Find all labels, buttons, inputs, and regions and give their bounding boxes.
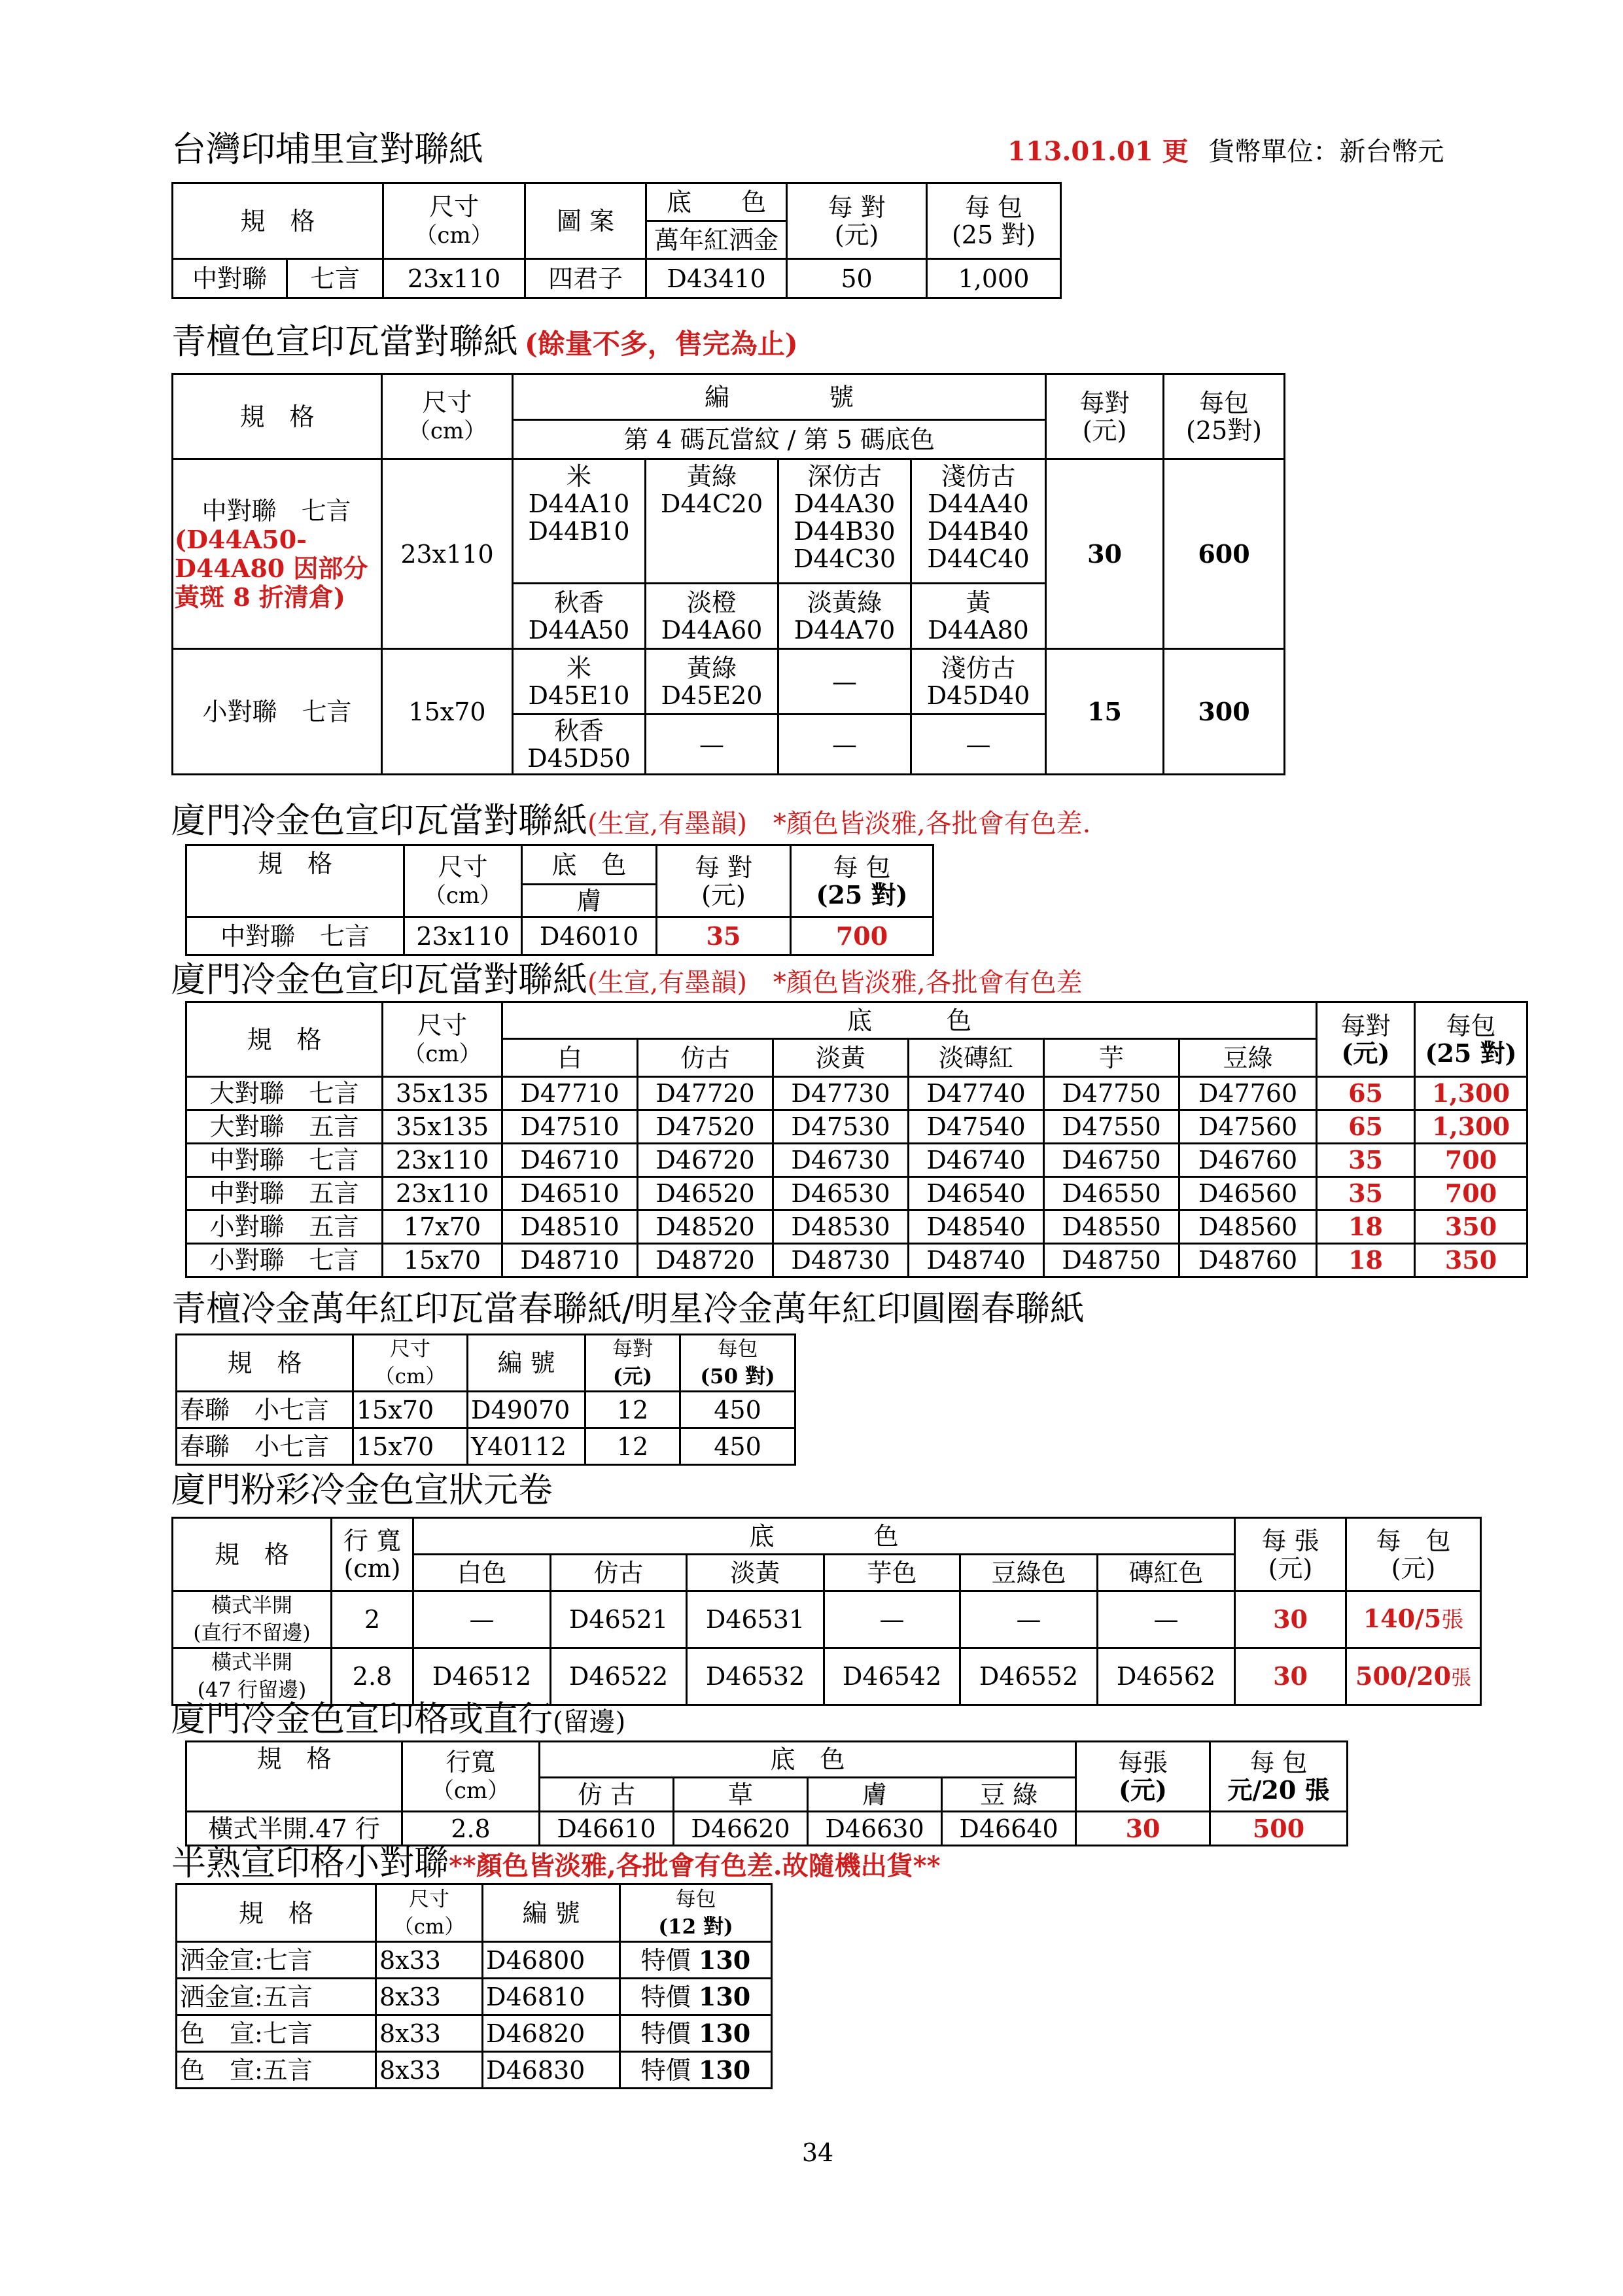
cell: D46630 xyxy=(808,1812,942,1846)
s1-h-spec: 規 格 xyxy=(173,183,383,259)
table-row xyxy=(186,1110,1527,1144)
cell: 35x135 xyxy=(383,1077,502,1110)
s2-small-d1: 秋香 D45D50 xyxy=(513,715,646,775)
s6-h-spec: 規 格 xyxy=(173,1518,332,1591)
s6-color: 白色 xyxy=(413,1555,551,1591)
cell: 1,000 xyxy=(927,259,1061,298)
table-row xyxy=(177,2015,772,2052)
cell: 23x110 xyxy=(404,917,522,955)
cell: D46730 xyxy=(773,1144,909,1177)
cell: D46800 xyxy=(483,1942,620,1979)
s4-color: 淡磚紅 xyxy=(909,1039,1044,1077)
cell: D47550 xyxy=(1044,1110,1179,1144)
cell: 12 xyxy=(585,1428,680,1465)
s8-h-size: 尺寸 （cm） xyxy=(376,1884,483,1942)
s4-h-base: 底 色 xyxy=(502,1002,1317,1039)
cell: 700 xyxy=(1415,1144,1527,1177)
s2-small-size: 15x70 xyxy=(382,649,513,775)
cell: D47530 xyxy=(773,1110,909,1144)
cell: D48740 xyxy=(909,1244,1044,1277)
s5-h-pair: 每對 (元) xyxy=(585,1335,680,1392)
cell: 洒金宣:七言 xyxy=(177,1942,376,1979)
cell: 35 xyxy=(1317,1177,1415,1210)
s5-h-spec: 規 格 xyxy=(177,1335,353,1392)
s2-mid-c1: 米 D44A10 D44B10 xyxy=(513,459,646,584)
cell: 春聯 小七言 xyxy=(177,1392,353,1428)
cell: D46530 xyxy=(773,1177,909,1210)
cell: D47510 xyxy=(502,1110,638,1144)
table-row xyxy=(177,1979,772,2015)
s8-title: 半熟宣印格小對聯**顏色皆淡雅,各批會有色差.故隨機出貨** xyxy=(171,1843,941,1883)
s4-title: 廈門冷金色宣印瓦當對聯紙(生宣,有墨韻) *顏色皆淡雅,各批會有色差 xyxy=(171,960,1083,1000)
cell: D48520 xyxy=(638,1210,773,1244)
s3-title: 廈門冷金色宣印瓦當對聯紙(生宣,有墨韻) *顏色皆淡雅,各批會有色差. xyxy=(171,801,1091,841)
cell: D46610 xyxy=(540,1812,674,1846)
s1-h-base-sub: 萬年紅洒金 xyxy=(646,221,787,259)
s2-table xyxy=(171,373,1285,775)
s6-h-sheet: 每 張 (元) xyxy=(1235,1518,1346,1591)
cell: 30 xyxy=(1076,1812,1210,1846)
s7-title: 廈門冷金色宣印格或直行(留邊) xyxy=(171,1699,626,1739)
cell: D46830 xyxy=(483,2052,620,2089)
s3-note: (生宣,有墨韻) *顏色皆淡雅,各批會有色差. xyxy=(587,809,1091,839)
cell: D46520 xyxy=(638,1177,773,1210)
cell: D46760 xyxy=(1179,1144,1317,1177)
s7-h-base: 底 色 xyxy=(540,1742,1076,1778)
s5-h-size: 尺寸 （cm） xyxy=(353,1335,468,1392)
s7-title-small: (留邊) xyxy=(553,1707,626,1737)
s6-h-width: 行 寬 (cm) xyxy=(332,1518,413,1591)
cell: — xyxy=(824,1591,960,1648)
s2-note: (餘量不多，售完為止) xyxy=(525,328,798,360)
s7-color: 仿 古 xyxy=(540,1778,674,1812)
cell: — xyxy=(413,1591,551,1648)
cell: 8x33 xyxy=(376,1979,483,2015)
cell: 18 xyxy=(1317,1244,1415,1277)
s4-color: 仿古 xyxy=(638,1039,773,1077)
page-number: 34 xyxy=(801,2138,834,2167)
cell: 35x135 xyxy=(383,1110,502,1144)
cell: 35 xyxy=(1317,1144,1415,1177)
table-row xyxy=(173,259,1061,298)
s2-small-c1: 米 D45E10 xyxy=(513,649,646,715)
cell: D47520 xyxy=(638,1110,773,1144)
cell: D46640 xyxy=(942,1812,1076,1846)
s1-title: 台灣印埔里宣對聯紙 xyxy=(171,130,483,169)
cell: 中對聯 七言 xyxy=(186,1144,383,1177)
cell: 特價 130 xyxy=(620,2052,772,2089)
cell: D47540 xyxy=(909,1110,1044,1144)
cell: 15x70 xyxy=(383,1244,502,1277)
s3-table xyxy=(185,844,934,956)
cell: 大對聯 五言 xyxy=(186,1110,383,1144)
cell: 橫式半開.47 行 xyxy=(186,1812,402,1846)
cell: D46562 xyxy=(1098,1648,1235,1705)
s7-color: 豆 綠 xyxy=(942,1778,1076,1812)
cell: D48750 xyxy=(1044,1244,1179,1277)
s2-mid-c4: 淺仿古 D44A40 D44B40 D44C40 xyxy=(911,459,1046,584)
cell: D48510 xyxy=(502,1210,638,1244)
cell: D46550 xyxy=(1044,1177,1179,1210)
s2-h-code-sub: 第 4 碼瓦當紋 / 第 5 碼底色 xyxy=(513,420,1046,459)
s2-mid-pair: 30 xyxy=(1046,459,1164,649)
cell: 700 xyxy=(1415,1177,1527,1210)
table-row xyxy=(186,1144,1527,1177)
s2-mid-pack: 600 xyxy=(1164,459,1285,649)
s1-h-pack: 每 包 (25 對) xyxy=(927,183,1061,259)
cell: 小對聯 七言 xyxy=(186,1244,383,1277)
cell: 23x110 xyxy=(383,1144,502,1177)
s2-mid-d1: 秋香 D44A50 xyxy=(513,584,646,649)
s2-mid-d4: 黃 D44A80 xyxy=(911,584,1046,649)
s2-small-pack: 300 xyxy=(1164,649,1285,775)
s2-h-pair: 每對 (元) xyxy=(1046,374,1164,459)
cell: 中對聯 xyxy=(173,259,287,298)
cell: D46510 xyxy=(502,1177,638,1210)
s7-color: 草 xyxy=(674,1778,808,1812)
table-row xyxy=(186,1210,1527,1244)
s3-h-pair: 每 對 (元) xyxy=(657,845,791,917)
cell: D47740 xyxy=(909,1077,1044,1110)
s8-h-code: 編 號 xyxy=(483,1884,620,1942)
table-row xyxy=(186,1177,1527,1210)
s5-table xyxy=(175,1333,796,1466)
cell: 四君子 xyxy=(525,259,646,298)
cell: D48730 xyxy=(773,1244,909,1277)
s2-small-d3: — xyxy=(778,715,911,775)
cell: 特價 130 xyxy=(620,1979,772,2015)
cell: 洒金宣:五言 xyxy=(177,1979,376,2015)
cell: 15x70 xyxy=(353,1392,468,1428)
cell: 特價 130 xyxy=(620,2015,772,2052)
cell: D49070 xyxy=(468,1392,585,1428)
cell: 17x70 xyxy=(383,1210,502,1244)
s8-table xyxy=(175,1883,773,2089)
cell: D46521 xyxy=(551,1591,687,1648)
s2-mid-c2: 黃綠 D44C20 xyxy=(646,459,778,584)
cell: 23x110 xyxy=(383,259,525,298)
cell: 500/20張 xyxy=(1346,1648,1481,1705)
s2-small-d4: — xyxy=(911,715,1046,775)
s5-h-code: 編 號 xyxy=(468,1335,585,1392)
cell: D48550 xyxy=(1044,1210,1179,1244)
cell: 春聯 小七言 xyxy=(177,1428,353,1465)
cell: 中對聯 五言 xyxy=(186,1177,383,1210)
s4-color: 芋 xyxy=(1044,1039,1179,1077)
table-row xyxy=(177,1428,795,1465)
cell: D46512 xyxy=(413,1648,551,1705)
table-row xyxy=(173,1648,1481,1705)
cell: 30 xyxy=(1235,1591,1346,1648)
s8-h-spec: 規 格 xyxy=(177,1884,376,1942)
table-row xyxy=(186,1812,1348,1846)
cell: 15x70 xyxy=(353,1428,468,1465)
cell: D46620 xyxy=(674,1812,808,1846)
s6-table xyxy=(171,1517,1482,1706)
s6-color: 豆綠色 xyxy=(960,1555,1098,1591)
cell: D47560 xyxy=(1179,1110,1317,1144)
cell: 色 宣:五言 xyxy=(177,2052,376,2089)
s2-h-pack: 每包 (25對) xyxy=(1164,374,1285,459)
s7-table xyxy=(185,1740,1348,1846)
cell: 2.8 xyxy=(402,1812,540,1846)
table-row xyxy=(173,1591,1481,1648)
cell: D46720 xyxy=(638,1144,773,1177)
cell: D48720 xyxy=(638,1244,773,1277)
cell: D48540 xyxy=(909,1210,1044,1244)
s2-small-pair: 15 xyxy=(1046,649,1164,775)
cell: 1,300 xyxy=(1415,1110,1527,1144)
s6-color: 仿古 xyxy=(551,1555,687,1591)
cell: — xyxy=(960,1591,1098,1648)
s6-color: 淡黃 xyxy=(687,1555,824,1591)
cell: 8x33 xyxy=(376,2015,483,2052)
cell: 350 xyxy=(1415,1210,1527,1244)
cell: 350 xyxy=(1415,1244,1527,1277)
cell: 700 xyxy=(791,917,934,955)
cell: 450 xyxy=(680,1392,795,1428)
s2-small-c3: — xyxy=(778,649,911,715)
s4-h-pack: 每包 (25 對) xyxy=(1415,1002,1527,1077)
cell: 450 xyxy=(680,1428,795,1465)
table-row xyxy=(186,1244,1527,1277)
s4-h-size: 尺寸 （cm） xyxy=(383,1002,502,1077)
cell: D46542 xyxy=(824,1648,960,1705)
s1-table xyxy=(171,182,1062,299)
s7-h-width: 行寬 （cm） xyxy=(402,1742,540,1812)
s4-color: 豆綠 xyxy=(1179,1039,1317,1077)
cell: 橫式半開 (直行不留邊) xyxy=(173,1591,332,1648)
s2-small-label: 小對聯 七言 xyxy=(173,649,382,775)
s3-h-size: 尺寸 （cm） xyxy=(404,845,522,917)
s4-color: 白 xyxy=(502,1039,638,1077)
s4-h-spec: 規 格 xyxy=(186,1002,383,1077)
cell: D43410 xyxy=(646,259,787,298)
cell: 50 xyxy=(787,259,927,298)
cell: 12 xyxy=(585,1392,680,1428)
cell: D47760 xyxy=(1179,1077,1317,1110)
cell: D48530 xyxy=(773,1210,909,1244)
s2-small-c2: 黃綠 D45E20 xyxy=(646,649,778,715)
cell: 30 xyxy=(1235,1648,1346,1705)
cell: D46710 xyxy=(502,1144,638,1177)
cell: 140/5張 xyxy=(1346,1591,1481,1648)
s1-h-base: 底 色 xyxy=(646,183,787,221)
cell: D46010 xyxy=(522,917,657,955)
s6-color: 芋色 xyxy=(824,1555,960,1591)
cell: 七言 xyxy=(287,259,383,298)
s6-h-base: 底 色 xyxy=(413,1518,1235,1555)
cell: D46810 xyxy=(483,1979,620,2015)
cell: 特價 130 xyxy=(620,1942,772,1979)
s2-mid-d3: 淡黃綠 D44A70 xyxy=(778,584,911,649)
cell: 2.8 xyxy=(332,1648,413,1705)
table-row xyxy=(186,917,934,955)
cell: 大對聯 七言 xyxy=(186,1077,383,1110)
cell: 橫式半開 (47 行留邊) xyxy=(173,1648,332,1705)
cell: 18 xyxy=(1317,1210,1415,1244)
header-info xyxy=(1007,135,1444,168)
cell: D48560 xyxy=(1179,1210,1317,1244)
cell: 中對聯 七言 xyxy=(186,917,404,955)
s4-color: 淡黃 xyxy=(773,1039,909,1077)
s2-mid-label: 中對聯 七言 (D44A50-D44A80 因部分黃斑 8 折清倉) xyxy=(173,459,382,649)
cell: D46532 xyxy=(687,1648,824,1705)
s3-h-base: 底 色 xyxy=(522,845,657,885)
s5-h-pack: 每包 (50 對) xyxy=(680,1335,795,1392)
s5-title: 青檀冷金萬年紅印瓦當春聯紙/明星冷金萬年紅印圓圈春聯紙 xyxy=(171,1289,1085,1329)
s7-color: 膚 xyxy=(808,1778,942,1812)
s6-h-pack: 每 包 (元) xyxy=(1346,1518,1481,1591)
currency-note: 貨幣單位：新台幣元 xyxy=(1208,137,1444,167)
s3-h-base-sub: 膚 xyxy=(522,885,657,917)
s2-h-spec: 規 格 xyxy=(173,374,382,459)
cell: D46552 xyxy=(960,1648,1098,1705)
cell: 色 宣:七言 xyxy=(177,2015,376,2052)
cell: D46750 xyxy=(1044,1144,1179,1177)
s3-h-pack: 每 包 (25 對) xyxy=(791,845,934,917)
s7-h-spec: 規 格 xyxy=(186,1742,402,1812)
cell: 23x110 xyxy=(383,1177,502,1210)
table-row xyxy=(177,2052,772,2089)
cell: D47720 xyxy=(638,1077,773,1110)
cell: D46820 xyxy=(483,2015,620,2052)
s1-h-pattern: 圖 案 xyxy=(525,183,646,259)
s4-note: (生宣,有墨韻) *顏色皆淡雅,各批會有色差 xyxy=(587,968,1083,998)
cell: D46522 xyxy=(551,1648,687,1705)
s2-small-d2: — xyxy=(646,715,778,775)
s6-title: 廈門粉彩冷金色宣狀元卷 xyxy=(171,1470,553,1510)
s2-small-c4: 淺仿古 D45D40 xyxy=(911,649,1046,715)
cell: D48710 xyxy=(502,1244,638,1277)
table-row xyxy=(186,1077,1527,1110)
cell: D47750 xyxy=(1044,1077,1179,1110)
cell: 1,300 xyxy=(1415,1077,1527,1110)
table-row xyxy=(177,1392,795,1428)
cell: Y40112 xyxy=(468,1428,585,1465)
s2-mid-c3: 深仿古 D44A30 D44B30 D44C30 xyxy=(778,459,911,584)
cell: D47730 xyxy=(773,1077,909,1110)
s4-h-pair: 每對 (元) xyxy=(1317,1002,1415,1077)
cell: 500 xyxy=(1210,1812,1348,1846)
s1-h-size: 尺寸 （cm） xyxy=(383,183,525,259)
cell: — xyxy=(1098,1591,1235,1648)
cell: D46560 xyxy=(1179,1177,1317,1210)
cell: D46531 xyxy=(687,1591,824,1648)
s2-mid-size: 23x110 xyxy=(382,459,513,649)
s2-title: 青檀色宣印瓦當對聯紙 (餘量不多，售完為止) xyxy=(171,322,798,362)
cell: 8x33 xyxy=(376,1942,483,1979)
cell: 2 xyxy=(332,1591,413,1648)
cell: 8x33 xyxy=(376,2052,483,2089)
s1-h-pair: 每 對 (元) xyxy=(787,183,927,259)
s7-h-sheet: 每張 (元) xyxy=(1076,1742,1210,1812)
s2-h-code: 編 號 xyxy=(513,374,1046,420)
cell: D48760 xyxy=(1179,1244,1317,1277)
cell: D47710 xyxy=(502,1077,638,1110)
s3-h-spec: 規 格 xyxy=(186,845,404,917)
s2-h-size: 尺寸 （cm） xyxy=(382,374,513,459)
cell: 65 xyxy=(1317,1110,1415,1144)
table-row xyxy=(177,1942,772,1979)
cell: D46540 xyxy=(909,1177,1044,1210)
s2-mid-d2: 淡橙 D44A60 xyxy=(646,584,778,649)
cell: 小對聯 五言 xyxy=(186,1210,383,1244)
s4-table xyxy=(185,1001,1528,1278)
s6-color: 磚紅色 xyxy=(1098,1555,1235,1591)
cell: 65 xyxy=(1317,1077,1415,1110)
cell: 35 xyxy=(657,917,791,955)
cell: D46740 xyxy=(909,1144,1044,1177)
date-stamp: 113.01.01 更 xyxy=(1007,136,1189,167)
s7-h-pack: 每 包 元/20 張 xyxy=(1210,1742,1348,1812)
s8-h-pack: 每包 (12 對) xyxy=(620,1884,772,1942)
s8-note: **顏色皆淡雅,各批會有色差.故隨機出貨** xyxy=(449,1850,941,1881)
